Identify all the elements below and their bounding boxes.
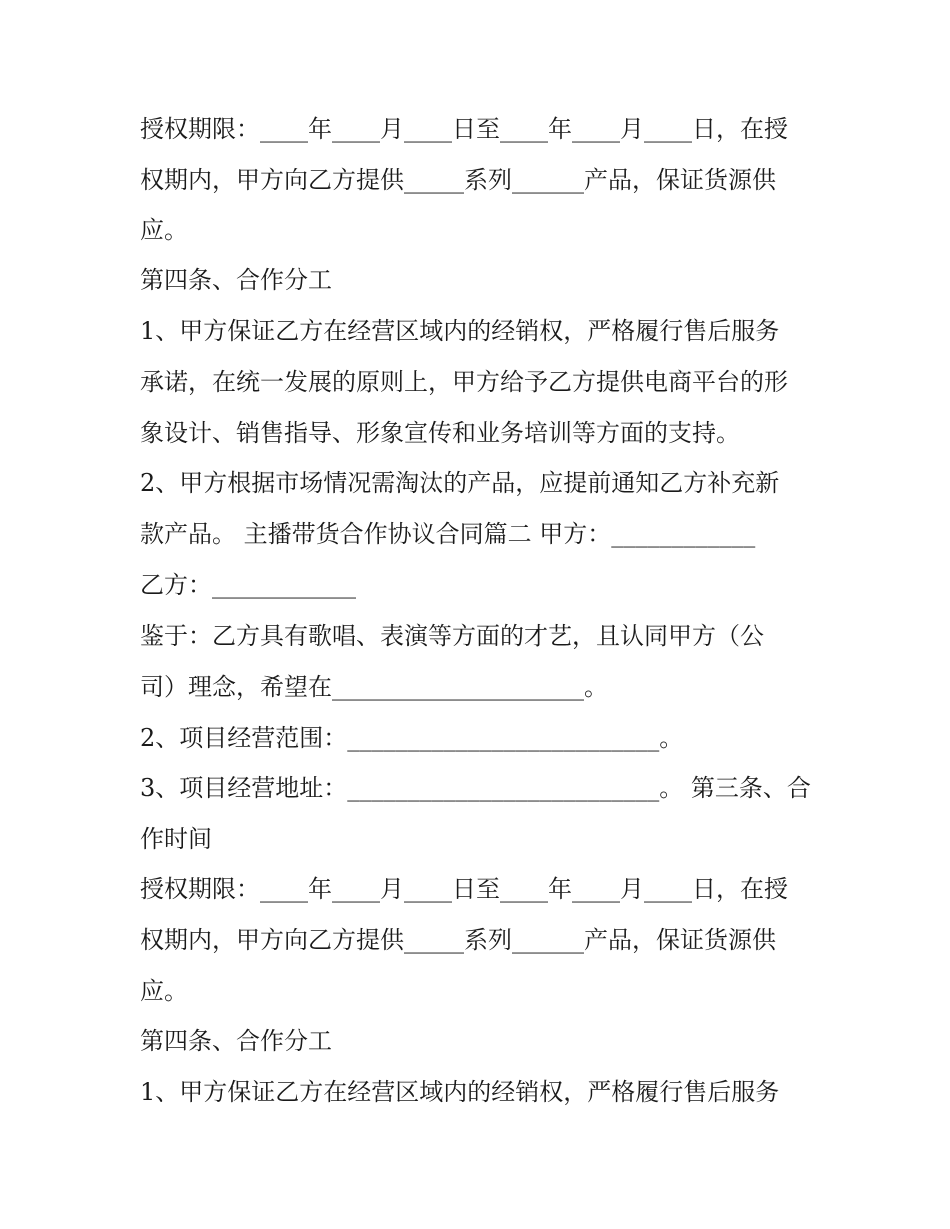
text-line: 2、项目经营范围：__________________________。: [140, 724, 684, 752]
section-heading: 第四条、合作分工: [140, 266, 332, 294]
text-line: 权期内，甲方向乙方提供_____系列______产品，保证货源供: [140, 166, 776, 194]
text-line: 款产品。 主播带货合作协议合同篇二 甲方：____________: [140, 520, 756, 548]
text-line: 应。: [140, 216, 188, 244]
text-line: 1、甲方保证乙方在经营区域内的经销权，严格履行售后服务: [140, 317, 780, 345]
text-line: 象设计、销售指导、形象宣传和业务培训等方面的支持。: [140, 419, 740, 447]
text-line: 应。: [140, 977, 188, 1005]
text-line: 3、项目经营地址：__________________________。 第三条、合: [140, 774, 811, 802]
text-line: 乙方：____________: [140, 571, 356, 599]
text-line: 承诺，在统一发展的原则上，甲方给予乙方提供电商平台的形: [140, 368, 788, 396]
text-line: 司）理念，希望在_____________________。: [140, 673, 608, 701]
text-line: 权期内，甲方向乙方提供_____系列______产品，保证货源供: [140, 926, 776, 954]
section-heading: 第四条、合作分工: [140, 1027, 332, 1055]
text-line: 授权期限：____年____月____日至____年____月____日，在授: [140, 115, 788, 143]
text-line: 2、甲方根据市场情况需淘汰的产品，应提前通知乙方补充新: [140, 469, 780, 497]
text-line: 1、甲方保证乙方在经营区域内的经销权，严格履行售后服务: [140, 1078, 780, 1106]
text-line: 鉴于：乙方具有歌唱、表演等方面的才艺，且认同甲方（公: [140, 622, 764, 650]
text-line: 作时间: [140, 825, 212, 853]
text-line: 授权期限：____年____月____日至____年____月____日，在授: [140, 875, 788, 903]
